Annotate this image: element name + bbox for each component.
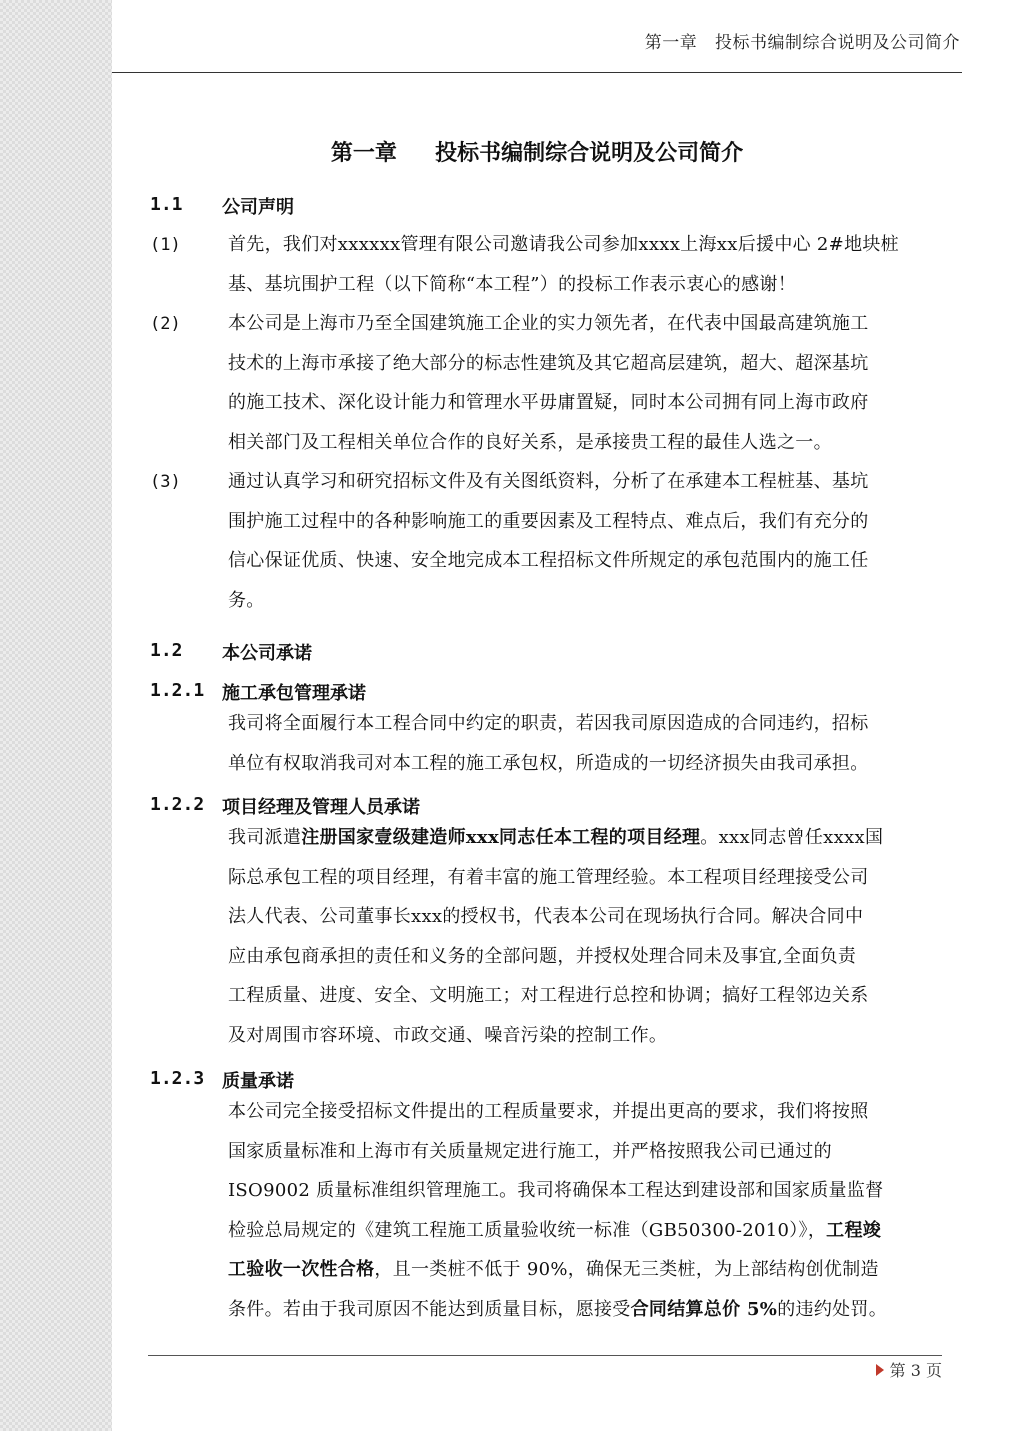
section-number: 1.2 [150,640,183,661]
subsection-paragraph: 本公司完全接受招标文件提出的工程质量要求，并提出更高的要求，我们将按照 国家质量标准和上海市有关质量规定进行施工，并严格按照我公司已通过的 ISO9002 质量标准组织管理施工。我司将确保本工程达到建设部和国家质量监督 检验总局规定的《建筑工程施工质量验收统一标准（GB50300-2010）》，工程竣 工验收一次性合格，且一类桩不低于 90%，确保无三类桩，为上部结构创优制造 条件。若由于我司原因不能达到质量目标，愿接受合同结算总价 5%的违约处罚。 [228,1101,888,1320]
list-item-marker: (3) [150,472,181,492]
penalty-emphasis: 合同结算总价 5% [630,1298,778,1320]
list-item-paragraph: 本公司是上海市乃至全国建筑施工企业的实力领先者，在代表中国最高建筑施工 技术的上海市承接了绝大部分的标志性建筑及其它超高层建筑，超大、超深基坑 的施工技术、深化设计能力和管理水平毋庸置疑，同时本公司拥有同上海市政府 相关部门及工程相关单位合作的良好关系，是承接贵工程的最佳人选之一。 [228,313,869,453]
list-item-marker: (2) [150,314,181,334]
subsection-number: 1.2.1 [150,680,205,701]
chapter-title: 第一章 投标书编制综合说明及公司简介 [330,140,744,166]
page-number-label: 第 3 页 [889,1361,942,1380]
project-manager-emphasis: 注册国家壹级建造师xxx同志任本工程的项目经理 [301,827,701,848]
list-item-marker: (1) [150,235,181,255]
triangle-right-icon [876,1364,884,1376]
list-item-paragraph: 首先，我们对xxxxxx管理有限公司邀请我公司参加xxxx上海xx后援中心 2#地块桩 基、基坑围护工程（以下简称“本工程”）的投标工作表示衷心的感谢！ [228,234,899,295]
footer-rule [148,1355,942,1356]
quality-emphasis: 工程竣 [826,1219,882,1241]
subsection-heading: 施工承包管理承诺 [222,683,366,704]
subsection-heading: 项目经理及管理人员承诺 [222,797,420,818]
running-header: 第一章 投标书编制综合说明及公司简介 [644,33,960,53]
section-number: 1.1 [150,194,183,215]
subsection-heading: 质量承诺 [222,1071,294,1092]
list-item-paragraph: 通过认真学习和研究招标文件及有关图纸资料，分析了在承建本工程桩基、基坑 围护施工过程中的各种影响施工的重要因素及工程特点、难点后，我们有充分的 信心保证优质、快速、安全地完成本工程招标文件所规定的承包范围内的施工任 务。 [228,471,869,611]
page-number [876,1358,942,1381]
subsection-number: 1.2.2 [150,794,205,815]
subsection-number: 1.2.3 [150,1068,205,1089]
subsection-paragraph: 我司派遣注册国家壹级建造师xxx同志任本工程的项目经理。xxx同志曾任xxxx国 际总承包工程的项目经理，有着丰富的施工管理经验。本工程项目经理接受公司 法人代表、公司董事长xxx的授权书，代表本公司在现场执行合同。解决合同中 应由承包商承担的责任和义务的全部问题，并授权处理合同未及事宜,全面负责 工程质量、进度、安全、文明施工；对工程进行总控和协调；搞好工程邻边关系 及对周围市容环境、市政交通、噪音污染的控制工作。 [228,827,884,1046]
section-heading: 公司声明 [222,197,294,218]
section-heading: 本公司承诺 [222,643,312,664]
subsection-paragraph: 我司将全面履行本工程合同中约定的职责，若因我司原因造成的合同违约，招标 单位有权取消我司对本工程的施工承包权，所造成的一切经济损失由我司承担。 [228,713,869,774]
quality-emphasis: 工验收一次性合格 [228,1259,375,1280]
